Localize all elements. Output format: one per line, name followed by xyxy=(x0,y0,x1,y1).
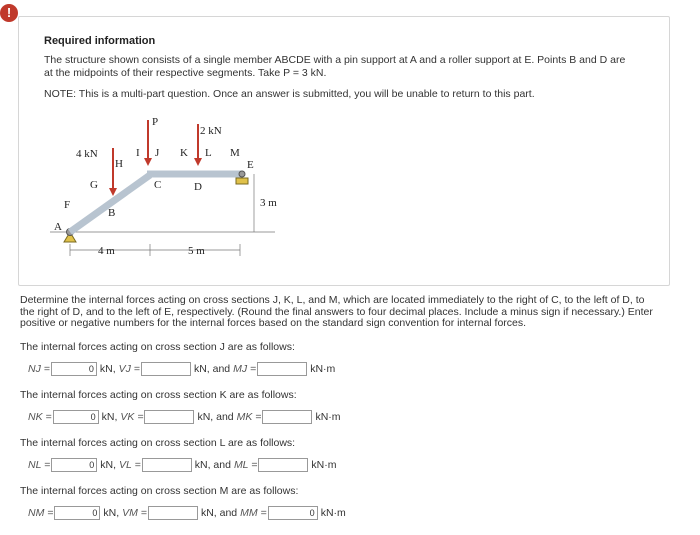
vm-label: VM = xyxy=(122,507,147,519)
nj-input[interactable] xyxy=(51,362,97,376)
nk-unit: kN, xyxy=(101,411,118,423)
section-j-answer-row xyxy=(28,361,338,377)
roller-support-e xyxy=(236,178,248,184)
label-m: M xyxy=(230,147,240,159)
label-b: B xyxy=(108,207,116,219)
mk-input[interactable] xyxy=(262,410,312,424)
ml-unit: kN·m xyxy=(311,459,337,471)
nj-unit: kN, xyxy=(99,363,116,375)
vk-input[interactable] xyxy=(144,410,194,424)
label-a: A xyxy=(54,221,62,233)
alert-icon: ! xyxy=(0,4,18,22)
label-j: J xyxy=(155,147,160,159)
multi-part-note: NOTE: This is a multi-part question. Once an answer is submitted, you will be unable to return to this part. xyxy=(44,88,535,100)
mk-label: MK = xyxy=(236,411,262,423)
required-information-title: Required information xyxy=(44,35,156,47)
section-k-answer-row xyxy=(28,409,344,425)
label-i: I xyxy=(136,147,140,159)
label-dim-4m: 4 m xyxy=(98,245,115,257)
vl-unit: kN, and xyxy=(194,459,231,471)
mj-input[interactable] xyxy=(257,362,307,376)
label-c: C xyxy=(154,179,162,191)
label-k: K xyxy=(180,147,188,159)
load-4kn-head xyxy=(109,188,117,196)
section-k-prompt: The internal forces acting on cross section K are as follows: xyxy=(20,389,297,401)
mm-unit: kN·m xyxy=(320,507,346,519)
label-l: L xyxy=(205,147,212,159)
ml-input[interactable] xyxy=(258,458,308,472)
label-dim-5m: 5 m xyxy=(188,245,205,257)
nl-input[interactable] xyxy=(51,458,97,472)
vl-label: VL = xyxy=(119,459,141,471)
label-2kn: 2 kN xyxy=(200,125,222,137)
structure-diagram xyxy=(50,112,300,262)
nk-label: NK = xyxy=(28,411,52,423)
section-m-answer-row xyxy=(28,505,349,521)
section-l-answer-row xyxy=(28,457,339,473)
label-4kn: 4 kN xyxy=(76,148,98,160)
label-h: H xyxy=(115,158,123,170)
load-p-head xyxy=(144,158,152,166)
label-e: E xyxy=(247,159,254,171)
nk-input[interactable] xyxy=(53,410,99,424)
vj-label: VJ = xyxy=(118,363,140,375)
mj-label: MJ = xyxy=(233,363,257,375)
label-d: D xyxy=(194,181,202,193)
nl-label: NL = xyxy=(28,459,51,471)
vk-label: VK = xyxy=(120,411,144,423)
label-f: F xyxy=(64,199,71,211)
mm-input[interactable] xyxy=(268,506,318,520)
structure-figure xyxy=(50,112,300,267)
mk-unit: kN·m xyxy=(315,411,341,423)
section-m-prompt: The internal forces acting on cross section M are as follows: xyxy=(20,485,299,497)
nj-label: NJ = xyxy=(28,363,50,375)
vl-input[interactable] xyxy=(142,458,192,472)
label-dim-3m: 3 m xyxy=(260,197,277,209)
label-g: G xyxy=(90,179,98,191)
vm-input[interactable] xyxy=(148,506,198,520)
nl-unit: kN, xyxy=(100,459,117,471)
pin-e xyxy=(239,171,245,177)
nm-input[interactable] xyxy=(54,506,100,520)
nm-label: NM = xyxy=(28,507,54,519)
load-2kn-head xyxy=(194,158,202,166)
vj-input[interactable] xyxy=(141,362,191,376)
vm-unit: kN, and xyxy=(200,507,238,519)
vj-unit: kN, and xyxy=(193,363,231,375)
mj-unit: kN·m xyxy=(310,363,336,375)
ml-label: ML = xyxy=(233,459,258,471)
section-l-prompt: The internal forces acting on cross section L are as follows: xyxy=(20,437,296,449)
mm-label: MM = xyxy=(240,507,267,519)
label-p: P xyxy=(152,116,159,128)
section-j-prompt: The internal forces acting on cross section J are as follows: xyxy=(20,341,295,353)
member-ac xyxy=(70,175,150,232)
vk-unit: kN, and xyxy=(197,411,234,423)
problem-statement: The structure shown consists of a single member ABCDE with a pin support at A and a roller support at E. Points B and D are at the midpoints of their respective segments. Take P = 3 kN. xyxy=(44,54,626,79)
nm-unit: kN, xyxy=(103,507,120,519)
instructions-text: Determine the internal forces acting on cross sections J, K, L, and M, which are located immediately to the right of C, to the left of D, to the right of D, and to the left of E, respectively. (Round the final answers to four decimal places. Include a minus sign if necessary.) Enter positive or negative numbers for the internal forces based on the standard sign convention for internal forces. xyxy=(20,294,653,329)
